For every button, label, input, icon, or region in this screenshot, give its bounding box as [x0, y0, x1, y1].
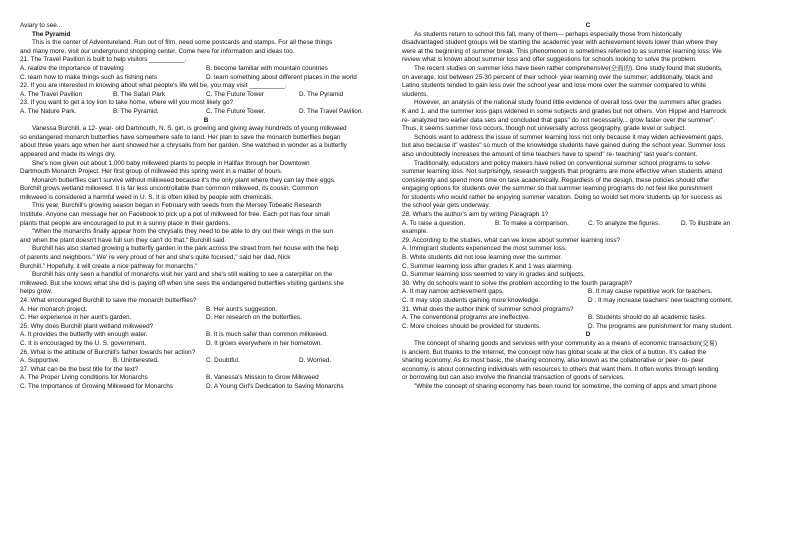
option-b: B. Her aunt's suggestion.	[206, 305, 278, 313]
option-a: A. The Proper Living conditions for Monarchs	[20, 374, 148, 382]
option-d: D. The programs are punishment for many student.	[588, 322, 733, 330]
question-26: 26. What is the attitude of Burchill's father towards her action?	[20, 348, 196, 356]
option-c: C. learn how to make things such as fishing nets	[20, 73, 158, 81]
paragraph-line: Schools want to address the issue of summer learning loss not only because it may widen achievement gaps,	[414, 133, 724, 141]
option-d: D. A Young Girl's Dedication to Saving Monarchs	[206, 382, 344, 390]
option-a: A. Her monarch project.	[20, 305, 88, 313]
answer-options	[20, 383, 392, 392]
paragraph-line: Burchill has also started growing a butterfly garden in the park across the street from her house with the help	[32, 245, 339, 253]
paragraph-line: is ancient. But thanks to the Internet, the concept now has global scale at the click of a button. It's called the	[402, 348, 707, 356]
paragraph-line: As students return to school this fall, many of them— perhaps especially those from historically	[414, 30, 682, 38]
paragraph-line: She's now given out about 1,000 baby milkweed plants to people in Halifax through her Downtown	[32, 159, 310, 167]
option-c: C. Her experience in her aunt's garden.	[20, 314, 132, 322]
option-c: C. To analyze the figures.	[588, 219, 660, 227]
option-a: A. It provides the butterfly with enough water.	[20, 331, 148, 339]
option-d: D. It grows everywhere in her hometown.	[206, 339, 323, 347]
option-c: C. It is encouraged by the U. S. government.	[20, 339, 147, 347]
paragraph-line: However, an analysis of the national study found little evidence of overall loss over the summers after grades	[414, 99, 722, 107]
paragraph-line: "While the concept of sharing economy has been round for sometime, the coming of apps and smart phone	[414, 382, 717, 390]
option-b: B. It is much safer than common milkweed.	[206, 331, 328, 339]
option-c: C. The Importance of Growing Milkweed for Monarchs	[20, 382, 173, 390]
question-24: 24. What encouraged Burchill to save the monarch butterflies?	[20, 297, 197, 304]
paragraph-line: The recent studies on summer loss have been rather comprehensive(全面的). One study found that students,	[414, 64, 723, 72]
answer-options	[20, 314, 392, 323]
paragraph-line: review what is known about summer loss and offer suggestions for schools looking to solve the problem.	[402, 56, 697, 64]
paragraph-line: Monarch butterflies can't survive without milkweed because it's the only plant where they can lay their eggs.	[32, 176, 336, 184]
option-a: A. The Nature Park.	[20, 107, 77, 115]
section-c-heading: C	[585, 22, 591, 29]
paragraph-line: but also because it" wastes" so much of the knowledge students have gained during the school year. Summer loss	[402, 142, 726, 150]
intro-line: Aviary to see...	[20, 22, 63, 29]
option-b: B. The Safari Park	[113, 90, 166, 98]
question-21: 21. The Travel Pavilion is built to help visitors __________.	[20, 56, 187, 64]
option-d: D. The Travel Pavilion.	[299, 107, 364, 115]
option-b: B. become familiar with mountain countries	[206, 64, 328, 72]
paragraph-line: consistently and spend more time on task academically. Regardless of the design, these policies should offer	[402, 176, 710, 184]
option-d: D. Worried.	[299, 357, 332, 365]
option-b: B. Students should do all academic tasks.	[588, 314, 707, 322]
answer-options	[20, 91, 392, 100]
paragraph-line: the school year gets underway.	[402, 202, 490, 210]
paragraph-line: disadvantaged student groups will be starting the academic year with achievement levels lower than where they	[402, 39, 718, 47]
option-b: B. White students did not lose learning over the summer.	[402, 254, 563, 262]
paragraph-line: about three years ago when her aunt showed her a chrysalis from her garden. She watched in wonder as a butterfly	[20, 142, 347, 150]
paragraph-line: plants that people are encouraged to put in a sunny place in their gardens.	[20, 219, 231, 227]
question-27: 27. What can be the best title for the text?	[20, 365, 139, 373]
paragraph-line: and many more, visit our underground shopping center. Come here for information and ideas too.	[20, 47, 295, 55]
answer-options	[20, 357, 392, 366]
option-c: C. Doubtful.	[206, 357, 240, 365]
question-22: 22. If you are interested in knowing about what people's life will be, you may visit __________.	[20, 82, 287, 90]
option-d: D. The Pyramid	[299, 90, 344, 98]
option-b: B. Vanessa's Mission to Grow Milkweed	[206, 374, 319, 382]
option-a: A. The Travel Pavilion	[20, 90, 83, 98]
paragraph-line: for students who would rather be enjoying summer vacation. Doing so would set more students up for success as	[402, 193, 723, 201]
question-25: 25. Why does Burchill plant wetland milkweed?	[20, 322, 154, 330]
paragraph-line: milkweed is considered a harmful weed in U. S. It is often killed by people with chemicals.	[20, 193, 273, 201]
paragraph-line: Thus, it seems summer loss occurs, though not universally across geography, grade level or subject.	[402, 125, 687, 133]
option-d: D. learn something about different places in the world	[206, 73, 357, 81]
paragraph-line: were at the beginning of summer break. This phenomenon is sometimes referred to as summer learning loss. We	[402, 47, 722, 55]
paragraph-line: The concept of sharing goods and services with your community as a means of economic transaction(交易)	[414, 339, 717, 347]
option-d: D . It may increase teachers' new teaching content.	[588, 297, 733, 304]
answer-options	[20, 65, 392, 74]
option-c: C. The Future Tower.	[206, 107, 266, 115]
paragraph-line: Institute. Anyone can message her on Facebook to pick up a pot of milkweed for free. Each pot has four small	[20, 211, 330, 219]
right-column	[402, 22, 774, 392]
option-a: A. It may narrow achievement gaps.	[402, 288, 504, 296]
option-c: C. Summer learning loss after grades K and 1 was alarming.	[402, 262, 573, 270]
answer-options	[20, 108, 392, 117]
paragraph-line: This year, Burchill's growing season began in February with seeds from the Mersey Tobeatic Research	[32, 202, 322, 210]
question-31: 31. What does the author think of summer school programs?	[402, 305, 574, 313]
option-b: B. To make a comparison.	[495, 219, 569, 227]
paragraph-line: or borrowing but can also involve the financial transaction of goods of services.	[402, 374, 625, 382]
option-a: A. To raise a question.	[402, 219, 466, 227]
option-d-continued: example.	[402, 228, 428, 236]
paragraph-line: This is the center of Adventureland. Run out of film, need some postcards and stamps. For all these things	[32, 39, 333, 47]
option-a: A. Supportive.	[20, 357, 61, 365]
left-column	[20, 22, 392, 392]
answer-options	[402, 314, 774, 323]
paragraph-line: engaging options for students over the summer so that summer learning programs do not feel like punishment	[402, 185, 713, 193]
paragraph-line: helps grow.	[20, 288, 53, 296]
paragraph-line: milkweed. But she knows what she did is paying off when she sees the endangered butterflies visiting gardens she	[20, 279, 344, 287]
paragraph-line: Dartmouth Monarch Project. Her first group of milkweed this spring went in a matter of hours.	[20, 168, 283, 176]
section-d-heading: D	[585, 331, 591, 339]
paragraph-line: Burchill has only seen a handful of monarchs visit her yard and she's still waiting to see a caterpillar on the	[32, 271, 333, 279]
answer-options	[20, 331, 392, 340]
question-28: 28. What's the author's aim by writing Paragraph 1?	[402, 211, 549, 219]
paragraph-line: Burchill." Hopefully, it will create a nice pathway for monarchs."	[20, 262, 198, 270]
paragraph-line: also undoubtedly increases the amount of time teachers have to spend" re- teaching" last year's content.	[402, 150, 698, 158]
paragraph-line: and when the plant doesn't have full sun they can't do that." Burchill said.	[20, 236, 227, 244]
option-c: C. The Future Tower	[206, 90, 265, 98]
paragraph-line: summer learning loss. Not surprisingly, research suggests that programs are more effective when students attend	[402, 168, 723, 176]
paragraph-line: on average, lost between 25-30 percent of their school- year learning over the summer; additionally, black and	[402, 73, 713, 81]
option-d: D. Her research on the butterflies.	[206, 314, 302, 322]
option-c: C. More choices should be provided for students.	[402, 322, 541, 330]
option-d: D. To illustrate an	[681, 219, 731, 227]
option-a: A. The conventional programs are ineffective.	[402, 314, 531, 322]
answer-options	[20, 374, 392, 383]
answer-options	[20, 306, 392, 315]
answer-options	[402, 220, 774, 229]
option-c: C. It may stop students gaining more knowledge.	[402, 297, 541, 304]
paragraph-line: Traditionally, educators and policy makers have relied on conventional summer school programs to solve	[414, 159, 710, 167]
section-b-heading: B	[203, 116, 209, 124]
option-d: D. Summer learning loss seemed to vary in grades and subjects.	[402, 271, 585, 279]
paragraph-line: appeared and made its wings dry.	[20, 150, 116, 158]
answer-options	[402, 288, 774, 297]
answer-options	[402, 323, 774, 332]
paragraph-line: Burchill grows wetland milkweed. It is far less uncontrollable than common milkweed, its cousin. Common	[20, 185, 318, 193]
paragraph-line: sharing economy. As its most basic, the sharing economy, also known as the collaborative or peer- to- peer	[402, 357, 705, 365]
answer-options	[20, 340, 392, 349]
option-a: A. Immigrant students experienced the most summer loss.	[402, 245, 567, 253]
question-29: 29. According to the studies, what can we know about summer learning loss?	[402, 236, 621, 244]
paragraph-line: of parents and neighbors." We' re very proud of her and she's quite focused," said her dad, Nick	[20, 254, 291, 262]
pyramid-title: The Pyramid	[32, 30, 71, 38]
question-30: 30. Why do schools want to solve the problem according to the fourth paragraph?	[402, 279, 633, 287]
paragraph-line: economy, is about connecting individuals with resources to others that want them. It often works through lending	[402, 365, 719, 373]
question-23: 23. If you want to get a toy lion to take home, where will you most likely go?	[20, 99, 234, 107]
paragraph-line: "When the monarchs finally appear from the chrysalis they need to be able to dry out their wings in the sun	[32, 228, 334, 236]
option-a: A. realize the importance of traveling	[20, 64, 124, 72]
paragraph-line: Vanessa Burchill, a 12- year- old Dartmouth, N. S. girl, is growing and giving away hundreds of young milkweed	[32, 125, 347, 133]
paragraph-line: students.	[402, 90, 428, 98]
answer-options	[402, 297, 774, 306]
paragraph-line: re- analyzed two earlier data sets and concluded that gaps" do not necessarily... grow faster over the summer".	[402, 116, 716, 124]
option-b: B. Uninterested.	[113, 357, 159, 365]
paragraph-line: K and 1, and the summer loss gaps widened in some subjects and grades but not others. Von Hippel and Hamrock	[402, 107, 727, 115]
option-b: B. The Pyramid.	[113, 107, 159, 115]
option-b: B. It may cause repetitive work for teachers.	[588, 288, 713, 296]
paragraph-line: Latino students tended to gain less over the school year and lose more over the summer compared to white	[402, 82, 707, 90]
paragraph-line: so endangered monarch butterflies have somewhere safe to land. Her plan to save the monarch butterflies began	[20, 133, 341, 141]
answer-options	[20, 74, 392, 83]
